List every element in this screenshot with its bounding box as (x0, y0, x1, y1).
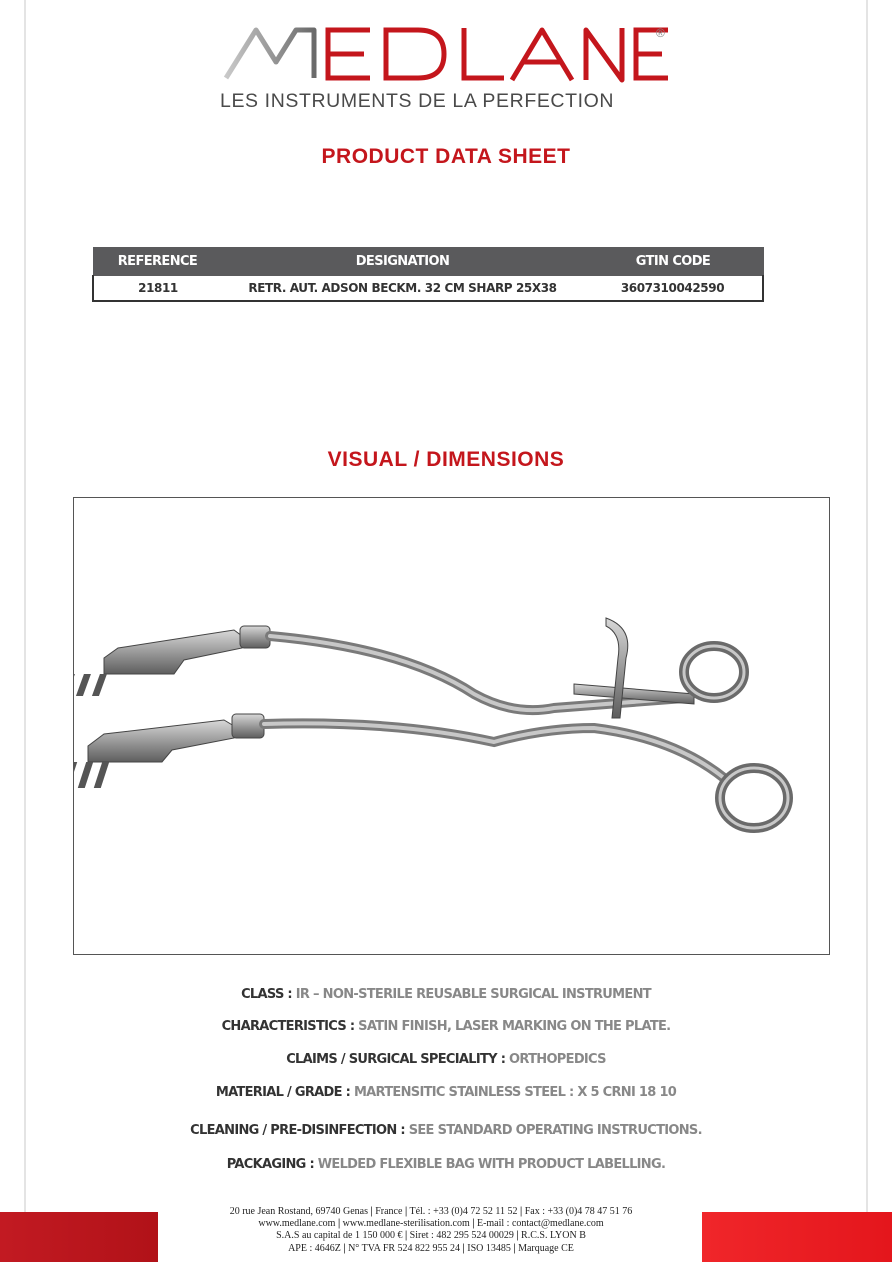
spec-class: CLASS : IR – NON-STERILE REUSABLE SURGICAL INSTRUMENT (241, 987, 651, 1002)
reference-table (92, 247, 764, 302)
self-retaining-retractor-illustration (74, 498, 828, 953)
email-link[interactable]: E-mail : contact@medlane.com (476, 1218, 604, 1230)
table-row (93, 276, 763, 302)
footer-line-legal: S.A.S au capital de 1 150 000 € | Siret : 482 295 524 00029 | R.C.S. LYON B (276, 1230, 586, 1242)
footer-bar-left (0, 1212, 158, 1262)
spec-cleaning: CLEANING / PRE-DISINFECTION : SEE STANDARD OPERATING INSTRUCTIONS. (190, 1123, 702, 1138)
spec-material: MATERIAL / GRADE : MARTENSITIC STAINLESS STEEL : X 5 CRNI 18 10 (215, 1085, 677, 1100)
footer-bar-right (702, 1212, 892, 1262)
header-reference: REFERENCE (93, 248, 222, 276)
footer-line-web: www.medlane.com | www.medlane-sterilisation.com | E-mail : contact@medlane.com (258, 1218, 604, 1230)
header-designation: DESIGNATION (222, 248, 583, 276)
brand-tagline: LES INSTRUMENTS DE LA PERFECTION (220, 90, 615, 112)
spec-packaging: PACKAGING : WELDED FLEXIBLE BAG WITH PRODUCT LABELLING. (226, 1157, 666, 1172)
registered-mark: ® (656, 26, 665, 40)
sterilisation-website-link[interactable]: www.medlane-sterilisation.com (342, 1218, 470, 1230)
cell-designation: RETR. AUT. ADSON BECKM. 32 CM SHARP 25X38 (222, 276, 583, 302)
cell-gtin: 3607310042590 (583, 276, 763, 302)
cell-reference: 21811 (93, 276, 222, 302)
footer-line-address: 20 rue Jean Rostand, 69740 Genas | France | Tél. : +33 (0)4 72 52 11 52 | Fax : +33 (0)4 78 47 51 76 (229, 1206, 633, 1217)
spec-claims: CLAIMS / SURGICAL SPECIALITY : ORTHOPEDICS (286, 1052, 606, 1067)
product-data-sheet-title: PRODUCT DATA SHEET (321, 145, 571, 168)
medlane-logo (222, 22, 672, 86)
visual-dimensions-title: VISUAL / DIMENSIONS (327, 448, 565, 471)
company-footer (160, 1206, 702, 1255)
footer-line-registration: APE : 4646Z | N° TVA FR 524 822 955 24 | ISO 13485 | Marquage CE (288, 1242, 574, 1254)
website-link[interactable]: www.medlane.com (258, 1218, 336, 1230)
header-gtin: GTIN CODE (583, 248, 763, 276)
table-header-row (93, 248, 763, 276)
product-visual-frame (73, 497, 830, 955)
spec-characteristics: CHARACTERISTICS : SATIN FINISH, LASER MARKING ON THE PLATE. (221, 1019, 671, 1034)
